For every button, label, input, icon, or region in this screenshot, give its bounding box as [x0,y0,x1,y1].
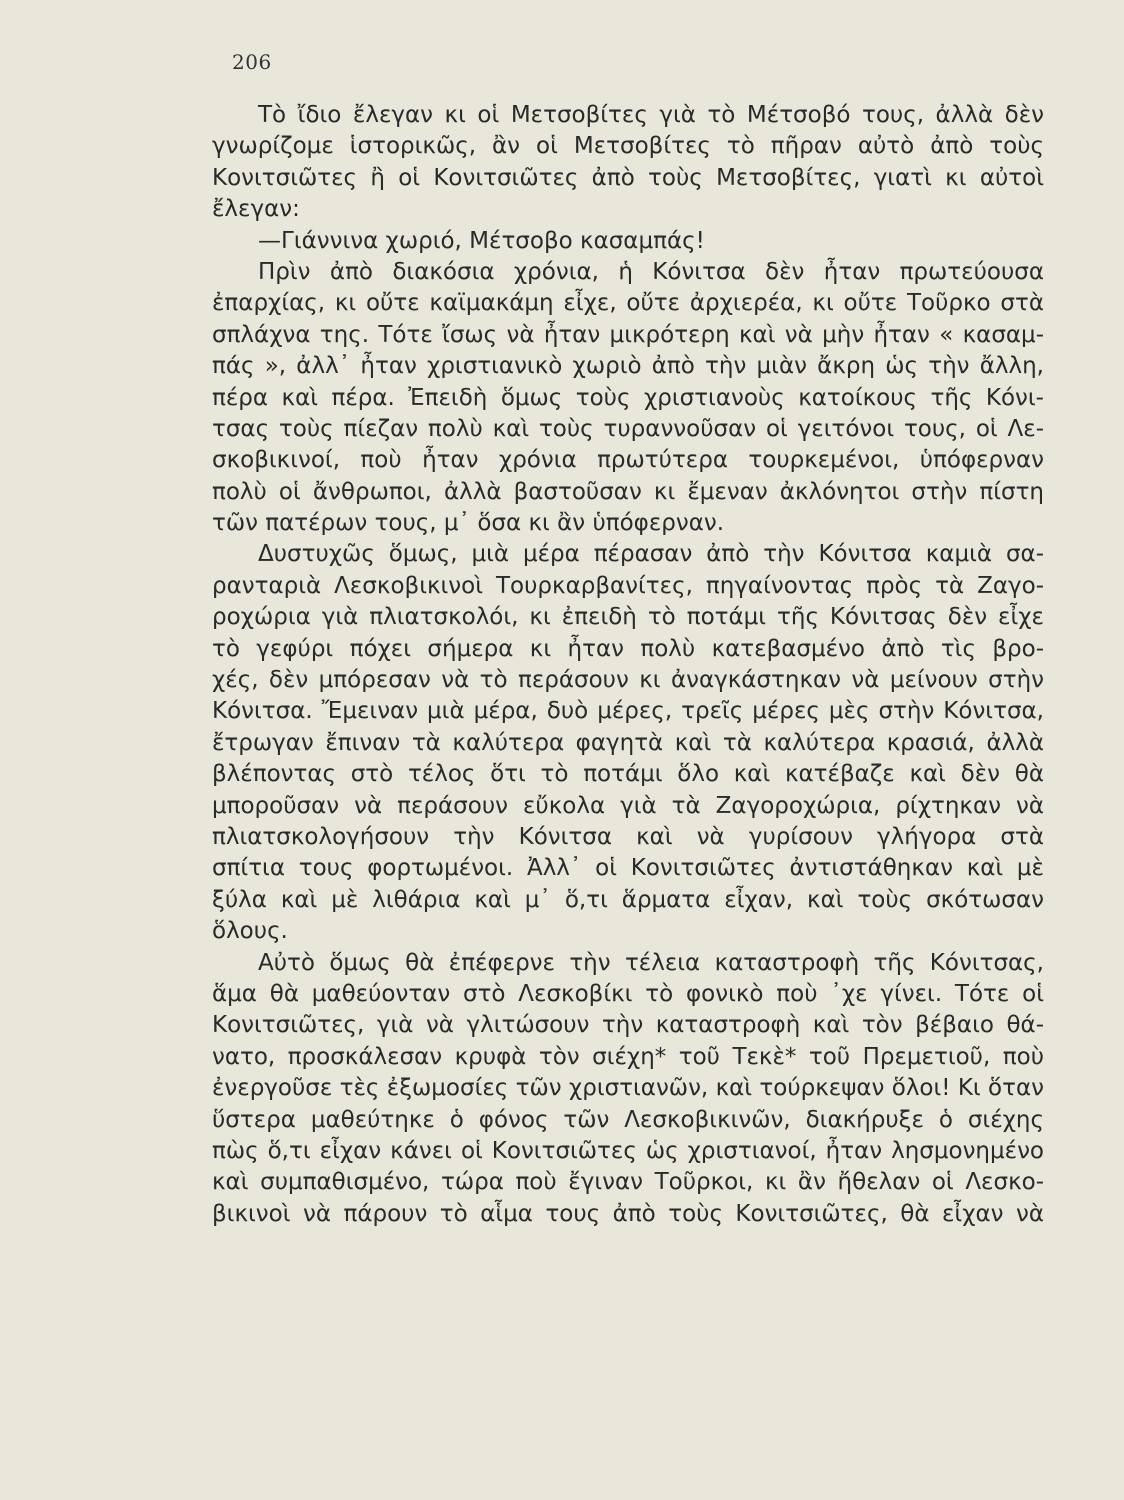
text-line: τὸ γεφύρι πόχει σήμερα κι ἦταν πολὺ κατεβασμένο ἀπὸ τὶς βρο- [212,635,1044,662]
text-line: πάς », ἀλλ᾽ ἦταν χριστιανικὸ χωριὸ ἀπὸ τὴν μιὰν ἄκρη ὡς τὴν ἄλλη, [212,353,1044,380]
text-line: Κονιτσιῶτες ἢ οἱ Κονιτσιῶτες ἀπὸ τοὺς Μετσοβίτες, γιατὶ κι αὐτοὶ [212,164,1044,191]
text-line: χές, δὲν μπόρεσαν νὰ τὸ περάσουν κι ἀναγκάστηκαν νὰ μείνουν στὴν [212,667,1044,694]
text-line: Αὐτὸ ὅμως θὰ ἐπέφερνε τὴν τέλεια καταστροφὴ τῆς Κόνιτσας, [258,949,1044,976]
text-line: ὅλους. [212,918,288,945]
text-line: πέρα καὶ πέρα. Ἐπειδὴ ὅμως τοὺς χριστιανοὺς κατοίκους τῆς Κόνι- [212,384,1044,411]
text-line: καὶ συμπαθισμένο, τώρα ποὺ ἔγιναν Τοῦρκοι, κι ἂν ἤθελαν οἱ Λεσκο- [212,1169,1044,1196]
text-line: Τὸ ἴδιο ἔλεγαν κι οἱ Μετσοβίτες γιὰ τὸ Μέτσοβό τους, ἀλλὰ δὲν [258,102,1044,128]
text-line: πὼς ὅ,τι εἶχαν κάνει οἱ Κονιτσιῶτες ὡς χριστιανοί, ἦταν λησμονημένο [212,1137,1044,1164]
text-line: Δυστυχῶς ὅμως, μιὰ μέρα πέρασαν ἀπὸ τὴν Κόνιτσα καμιὰ σα- [258,541,1044,568]
text-line: ἅμα θὰ μαθεύονταν στὸ Λεσκοβίκι τὸ φονικὸ ποὺ ᾽χε γίνει. Τότε οἱ [212,980,1044,1007]
text-line: ρανταριὰ Λεσκοβικινοὶ Τουρκαρβανίτες, πηγαίνοντας πρὸς τὰ Ζαγο- [212,572,1044,599]
text-line: ἐπαρχίας, κι οὔτε καϊμακάμη εἶχε, οὔτε ἀρχιερέα, κι οὔτε Τοῦρκο στὰ [212,290,1044,317]
text-line: σπίτια τους φορτωμένοι. Ἀλλ᾽ οἱ Κονιτσιῶτες ἀντιστάθηκαν καὶ μὲ [212,855,1044,882]
text-line: Πρὶν ἀπὸ διακόσια χρόνια, ἡ Κόνιτσα δὲν ἦταν πρωτεύουσα [258,258,1044,285]
text-line: γνωρίζομε ἱστορικῶς, ἂν οἱ Μετσοβίτες τὸ πῆραν αὐτὸ ἀπὸ τοὺς [212,133,1044,160]
text-line: ἔτρωγαν ἔπιναν τὰ καλύτερα φαγητὰ καὶ τὰ καλύτερα κρασιά, ἀλλὰ [212,729,1044,756]
text-line: τσας τοὺς πίεζαν πολὺ καὶ τοὺς τυραννοῦσαν οἱ γειτόνοι τους, οἱ Λε- [212,415,1044,442]
text-line: βλέποντας στὸ τέλος ὅτι τὸ ποτάμι ὅλο καὶ κατέβαζε καὶ δὲν θὰ [212,761,1044,788]
text-line: ὕστερα μαθεύτηκε ὁ φόνος τῶν Λεσκοβικινῶν, διακήρυξε ὁ σιέχης [212,1106,1044,1133]
text-line: σκοβικινοί, ποὺ ἦταν χρόνια πρωτύτερα τουρκεμένοι, ὑπόφερναν [212,447,1044,474]
text-line: ροχώρια γιὰ πλιατσκολόι, κι ἐπειδὴ τὸ ποτάμι τῆς Κόνιτσας δὲν εἶχε [212,604,1044,631]
text-line: πλιατσκολογήσουν τὴν Κόνιτσα καὶ νὰ γυρίσουν γλήγορα στὰ [212,823,1044,850]
text-line: ἐνεργοῦσε τὲς ἐξωμοσίες τῶν χριστιανῶν, καὶ τούρκεψαν ὅλοι! Κι ὅταν [212,1075,1044,1102]
page-number: 206 [232,50,272,74]
body-text [212,100,1044,1230]
text-line: μποροῦσαν νὰ περάσουν εὔκολα γιὰ τὰ Ζαγοροχώρια, ρίχτηκαν νὰ [212,792,1044,819]
text-line: Κονιτσιῶτες, γιὰ νὰ γλιτώσουν τὴν καταστροφὴ καὶ τὸν βέβαιο θά- [212,1012,1044,1039]
text-line: τῶν πατέρων τους, μ᾽ ὅσα κι ἂν ὑπόφερναν. [212,510,725,537]
text-line: πολὺ οἱ ἄνθρωποι, ἀλλὰ βαστοῦσαν κι ἔμεναν ἀκλόνητοι στὴν πίστη [212,478,1044,505]
text-line: νατο, προσκάλεσαν κρυφὰ τὸν σιέχη* τοῦ Τεκὲ* τοῦ Πρεμετιοῦ, ποὺ [212,1043,1044,1070]
text-line: Κόνιτσα. Ἔμειναν μιὰ μέρα, δυὸ μέρες, τρεῖς μέρες μὲς στὴν Κόνιτσα, [212,698,1044,725]
text-line: σπλάχνα της. Τότε ἴσως νὰ ἦταν μικρότερη καὶ νὰ μὴν ἦταν « κασαμ- [212,321,1044,348]
text-line: —Γιάννινα χωριό, Μέτσοβο κασαμπάς! [258,227,705,254]
text-line: ξύλα καὶ μὲ λιθάρια καὶ μ᾽ ὅ,τι ἅρματα εἶχαν, καὶ τοὺς σκότωσαν [212,886,1044,913]
text-line: ἔλεγαν: [212,196,300,223]
text-line: βικινοὶ νὰ πάρουν τὸ αἷμα τους ἀπὸ τοὺς Κονιτσιῶτες, θὰ εἶχαν νὰ [212,1200,1044,1227]
